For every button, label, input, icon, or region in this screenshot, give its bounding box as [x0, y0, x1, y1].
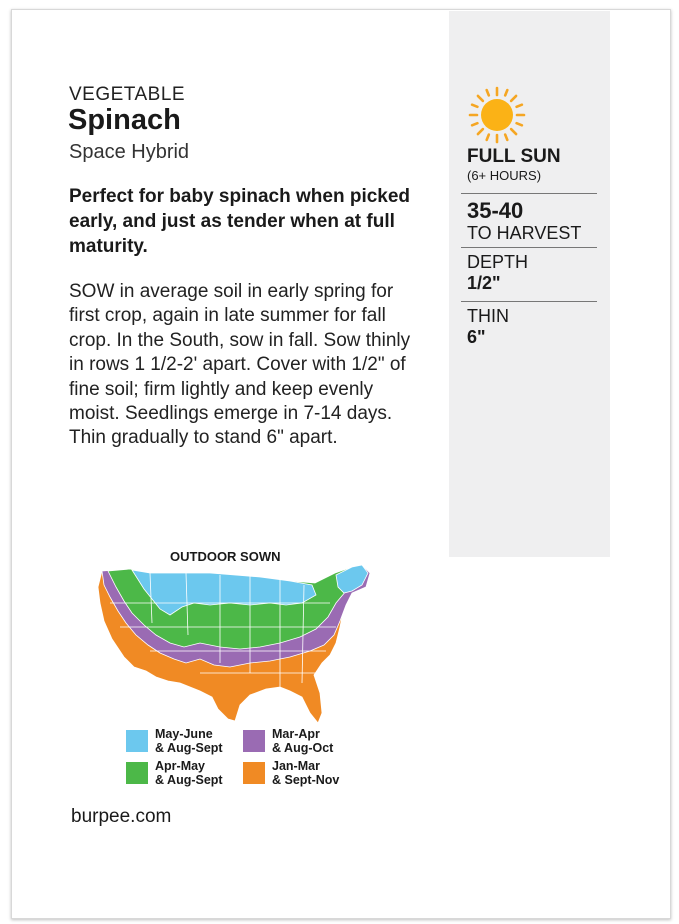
legend-swatch-apr-may — [126, 762, 148, 784]
tagline: Perfect for baby spinach when picked early, and just as tender when at full maturity. — [69, 186, 411, 257]
harvest-days: 35-40 — [467, 198, 524, 223]
variety-name: Space Hybrid — [69, 141, 190, 163]
legend-swatch-may-june — [126, 730, 148, 752]
sun-requirement: FULL SUN — [467, 146, 561, 167]
map-title: OUTDOOR SOWN — [170, 549, 281, 564]
divider — [461, 193, 597, 194]
divider — [461, 301, 597, 302]
thin-value: 6" — [467, 327, 486, 347]
divider — [461, 247, 597, 248]
category-label: VEGETABLE — [69, 84, 186, 105]
sun-hours: (6+ HOURS) — [467, 168, 542, 183]
legend-label: Apr-May & Aug-Sept — [155, 759, 223, 787]
sowing-instructions: SOW in average soil in early spring for first crop, again in late summer for fall crop. In the South, sow in fall. Sow thinly in rows 1 1/2-2' apart. Cover with 1/2" of fine soil; firm lightly and keep evenly moist. Seedlings emerge in 7-14 days. Thin gradually to stand 6" apart. — [69, 281, 411, 449]
website-link[interactable]: burpee.com — [71, 806, 172, 827]
legend-label: May-June & Aug-Sept — [155, 727, 223, 755]
legend-swatch-jan-mar — [243, 762, 265, 784]
sowing-zone-map — [90, 563, 380, 728]
legend-label: Jan-Mar & Sept-Nov — [272, 759, 340, 787]
depth-label: DEPTH — [467, 252, 529, 272]
legend-label: Mar-Apr & Aug-Oct — [272, 727, 334, 755]
thin-label: THIN — [467, 306, 509, 326]
plant-title: Spinach — [68, 104, 181, 136]
depth-value: 1/2" — [467, 273, 501, 293]
legend-swatch-mar-apr — [243, 730, 265, 752]
zone-may-june-northeast — [336, 565, 368, 593]
sun-icon — [467, 85, 527, 145]
harvest-label: TO HARVEST — [467, 223, 582, 243]
